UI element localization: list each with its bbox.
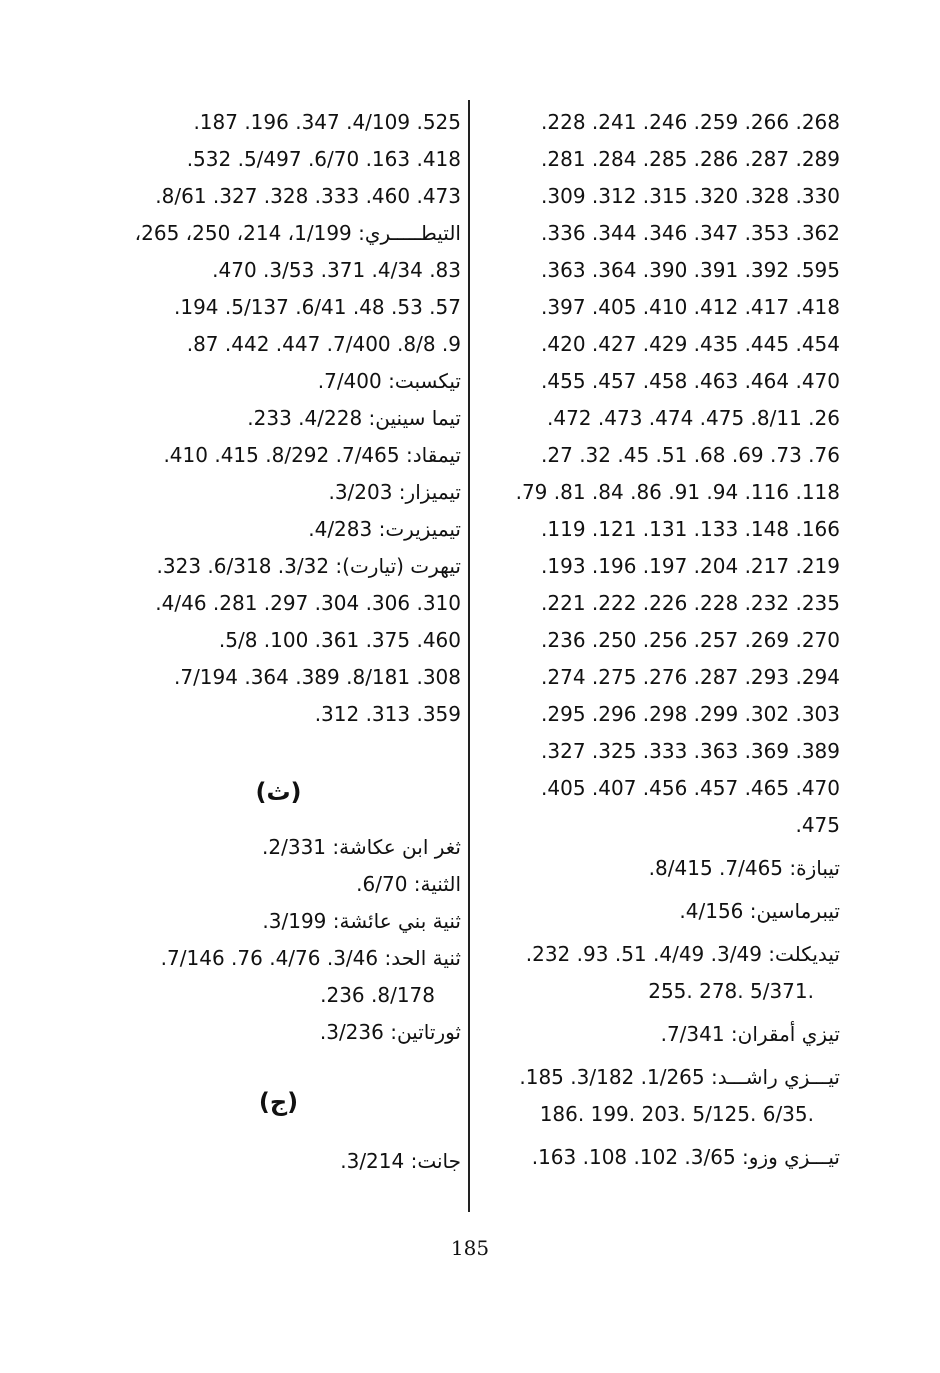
index-entry-thaghr-ibn-akasha: ثغر ابن عكاشة: 2/331.: [262, 835, 461, 859]
index-entry-titteri: التيطـــــري: 1/199، 214، 250، 265،: [134, 221, 461, 245]
index-entry-continuation: .236 .8/178: [320, 983, 435, 1007]
index-entry-timizirt: تيميزيرت: 4/283.: [308, 517, 461, 541]
index-entry-timizar: تيميزار: 3/203.: [328, 480, 461, 504]
index-line: .5/8 .100 .361 .375 .460: [218, 628, 461, 652]
column-divider: [468, 100, 470, 1212]
index-entry-thaniyat-bani-aisha: ثنية بني عائشة: 3/199.: [262, 909, 461, 933]
index-line: .532 .5/497 .6/70 .163 .418: [186, 147, 461, 171]
right-numbers-block: [480, 104, 840, 844]
index-line: .309 .312 .315 .320 .328 .330: [541, 184, 840, 208]
index-entry-thurtatin: ثورتاتين: 3/236.: [319, 1020, 461, 1044]
index-line: .228 .241 .246 .259 .266 .268: [541, 110, 840, 134]
index-line: .295 .296 .298 .299 .302 .303: [541, 702, 840, 726]
index-line: .87 .442 .447 .7/400 .8/8 .9: [186, 332, 461, 356]
index-line: .363 .364 .390 .391 .392 .595: [541, 258, 840, 282]
index-line: .194 .5/137 .6/41 .48 .53 .57: [173, 295, 461, 319]
index-line: .193 .196 .197 .204 .217 .219: [541, 554, 840, 578]
index-entry-djanet: جانت: 3/214.: [340, 1149, 461, 1173]
index-entry-continuation: 255. 278. 5/371.: [648, 979, 814, 1003]
index-entry-continuation: 186. 199. 203. 5/125. 6/35.: [539, 1102, 814, 1126]
index-entry-tahert: تيهرت (تيارت): 3/32. 6/318. 323.: [156, 554, 461, 578]
index-line: .405 .407 .456 .457 .465 .470: [541, 776, 840, 800]
index-line: .281 .284 .285 .286 .287 .289: [541, 147, 840, 171]
index-entry-tizi-rashed: تيـــزي راشـــد: 1/265. 3/182. 185.: [519, 1065, 840, 1089]
index-line: .187 .196 .347 .4/109 .525: [193, 110, 461, 134]
section-letter-jim: (ج): [258, 1088, 299, 1116]
index-entry-tizi-amqran: تيزي أمقران: 7/341.: [660, 1022, 840, 1046]
index-line: .119 .121 .131 .133 .148 .166: [541, 517, 840, 541]
index-entry-thaniyat-al-had: ثنية الحد: 3/46. 4/76. 76. 7/146.: [160, 946, 461, 970]
index-line: .79 .81 .84 .86 .91 .94 .116 .118: [515, 480, 840, 504]
index-line: .4/46 .281 .297 .304 .306 .310: [155, 591, 461, 615]
index-line: .472 .473 .474 .475 .8/11 .26: [547, 406, 840, 430]
index-line: .327 .325 .333 .363 .369 .389: [541, 739, 840, 763]
index-entry-thaniya: الثنية: 6/70.: [356, 872, 461, 896]
index-line: .274 .275 .276 .287 .293 .294: [541, 665, 840, 689]
left-column: [96, 104, 461, 1180]
index-line: .236 .250 .256 .257 .269 .270: [541, 628, 840, 652]
index-entry-tizi-ouzou: تيـــزي وزو: 3/65. 102. 108. 163.: [531, 1145, 840, 1169]
page-number: 185: [450, 1236, 490, 1260]
index-entry-timgad: تيمقاد: 7/465. 8/292. 415. 410.: [163, 443, 461, 467]
index-line: .397 .405 .410 .412 .417 .418: [541, 295, 840, 319]
index-entry-tipaza: تيبازة: 7/465. 8/415.: [648, 856, 840, 880]
index-line: .221 .222 .226 .228 .232 .235: [541, 591, 840, 615]
index-line: .27 .32 .45 .51 .68 .69 .73 .76: [541, 443, 840, 467]
index-line: .312 .313 .359: [314, 702, 461, 726]
index-entry-tiksebt: تيكسبت: 7/400.: [317, 369, 461, 393]
right-column: [480, 104, 840, 1176]
index-entry-tibermasin: تيبرماسين: 4/156.: [679, 899, 840, 923]
index-line: .336 .344 .346 .347 .353 .362: [541, 221, 840, 245]
index-entry-tima-sinin: تيما سينين: 4/228. 233.: [247, 406, 461, 430]
index-line: .455 .457 .458 .463 .464 .470: [541, 369, 840, 393]
index-line: .7/194 .364 .389 .8/181 .308: [173, 665, 461, 689]
section-gap: [96, 1133, 461, 1143]
section-letter-tha: (ث): [255, 778, 302, 806]
index-line: .8/61 .327 .328 .333 .460 .473: [155, 184, 461, 208]
index-line: .475: [795, 813, 840, 837]
section-gap: [96, 733, 461, 761]
section-gap: [96, 1051, 461, 1071]
index-line: .470 .3/53 .371 .4/34 .83: [212, 258, 461, 282]
index-entry-tidikelt: تيديكلت: 3/49. 4/49. 51. 93. 232.: [525, 942, 840, 966]
index-line: .420 .427 .429 .435 .445 .454: [541, 332, 840, 356]
